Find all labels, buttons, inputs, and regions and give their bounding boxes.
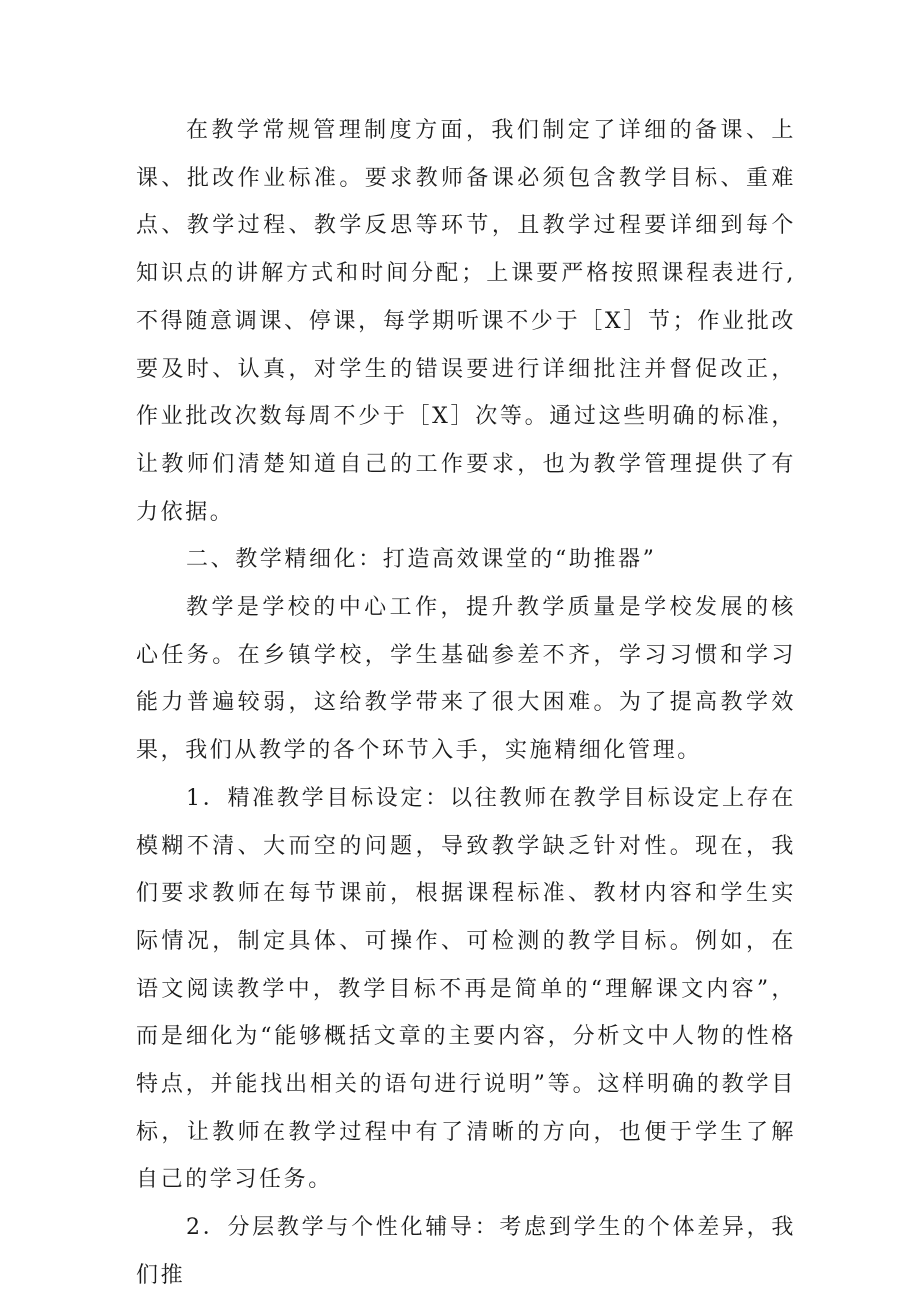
paragraph-teaching-is-core: 教学是学校的中心工作，提升教学质量是学校发展的核心任务。在乡镇学校，学生基础参差不齐，学习习惯和学习能力普遍较弱，这给教学带来了很大困难。为了提高教学效果，我们从教学的各个环节入手，实施精细化管理。 bbox=[136, 595, 796, 764]
paragraph-tiered-teaching: 2．分层教学与个性化辅导：考虑到学生的个体差异，我们推 bbox=[136, 1215, 796, 1288]
document-body bbox=[136, 107, 796, 1300]
paragraph-teaching-routine-standards: 在教学常规管理制度方面，我们制定了详细的备课、上课、批改作业标准。要求教师备课必须包含教学目标、重难点、教学过程、教学反思等环节，且教学过程要详细到每个知识点的讲解方式和时间分配；上课要严格按照课程表进行,不得随意调课、停课，每学期听课不少于［X］节；作业批改要及时、认真，对学生的错误要进行详细批注并督促改正，作业批改次数每周不少于［X］次等。通过这些明确的标准，让教师们清楚知道自己的工作要求，也为教学管理提供了有力依据。 bbox=[136, 118, 796, 525]
section-heading-teaching-refinement: 二、教学精细化：打造高效课堂的“助推器” bbox=[186, 547, 657, 573]
paragraph-precise-teaching-goals: 1．精准教学目标设定：以往教师在教学目标设定上存在模糊不清、大而空的问题，导致教学缺乏针对性。现在，我们要求教师在每节课前，根据课程标准、教材内容和学生实际情况，制定具体、可操作、可检测的教学目标。例如，在语文阅读教学中，教学目标不再是简单的“理解课文内容”，而是细化为“能够概括文章的主要内容，分析文中人物的性格特点，并能找出相关的语句进行说明”等。这样明确的教学目标，让教师在教学过程中有了清晰的方向，也便于学生了解自己的学习任务。 bbox=[136, 785, 796, 1193]
